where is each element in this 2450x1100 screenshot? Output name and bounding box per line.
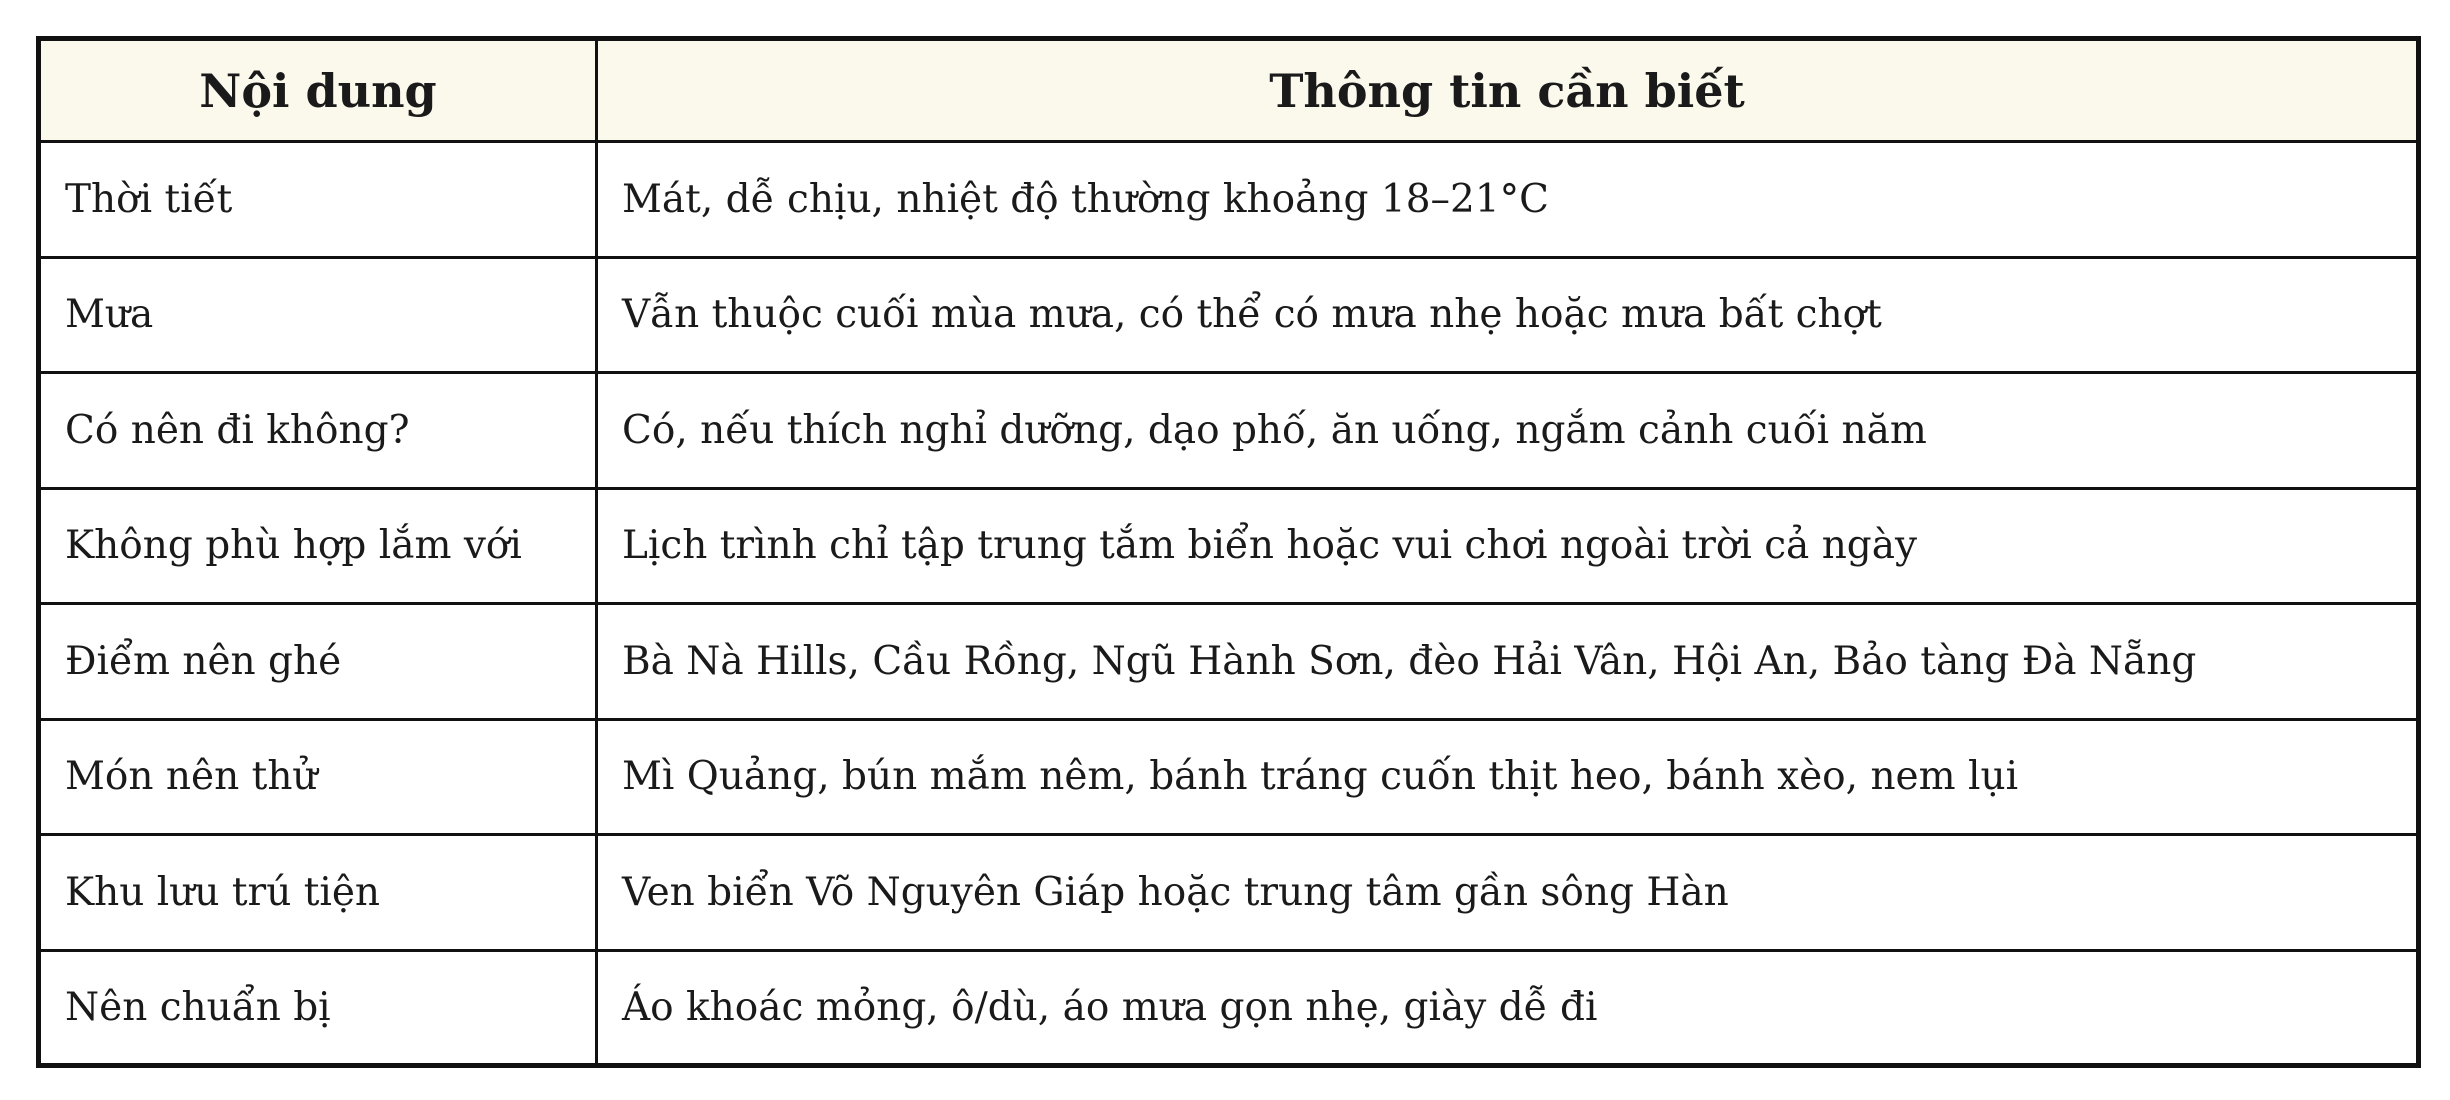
row-value: Lịch trình chỉ tập trung tắm biển hoặc vui chơi ngoài trời cả ngày — [597, 488, 2419, 604]
row-value: Bà Nà Hills, Cầu Rồng, Ngũ Hành Sơn, đèo Hải Vân, Hội An, Bảo tàng Đà Nẵng — [597, 604, 2419, 720]
table-row — [39, 604, 2419, 720]
table-row — [39, 719, 2419, 835]
row-label: Khu lưu trú tiện — [39, 835, 597, 951]
row-label: Món nên thử — [39, 719, 597, 835]
info-table — [36, 36, 2421, 1068]
header-row — [39, 39, 2419, 142]
column-header-info: Thông tin cần biết — [597, 39, 2419, 142]
row-value: Ven biển Võ Nguyên Giáp hoặc trung tâm gần sông Hàn — [597, 835, 2419, 951]
row-label: Điểm nên ghé — [39, 604, 597, 720]
column-header-content: Nội dung — [39, 39, 597, 142]
row-value: Áo khoác mỏng, ô/dù, áo mưa gọn nhẹ, giày dễ đi — [597, 950, 2419, 1066]
row-value: Có, nếu thích nghỉ dưỡng, dạo phố, ăn uống, ngắm cảnh cuối năm — [597, 373, 2419, 489]
row-label: Không phù hợp lắm với — [39, 488, 597, 604]
table-body — [39, 142, 2419, 1066]
row-value: Mì Quảng, bún mắm nêm, bánh tráng cuốn thịt heo, bánh xèo, nem lụi — [597, 719, 2419, 835]
table-row — [39, 488, 2419, 604]
row-value: Mát, dễ chịu, nhiệt độ thường khoảng 18–21°C — [597, 142, 2419, 258]
info-table-container — [36, 36, 2416, 1068]
table-header — [39, 39, 2419, 142]
row-value: Vẫn thuộc cuối mùa mưa, có thể có mưa nhẹ hoặc mưa bất chợt — [597, 257, 2419, 373]
table-row — [39, 142, 2419, 258]
row-label: Có nên đi không? — [39, 373, 597, 489]
table-row — [39, 373, 2419, 489]
row-label: Nên chuẩn bị — [39, 950, 597, 1066]
table-row — [39, 257, 2419, 373]
table-row — [39, 950, 2419, 1066]
row-label: Thời tiết — [39, 142, 597, 258]
table-row — [39, 835, 2419, 951]
row-label: Mưa — [39, 257, 597, 373]
